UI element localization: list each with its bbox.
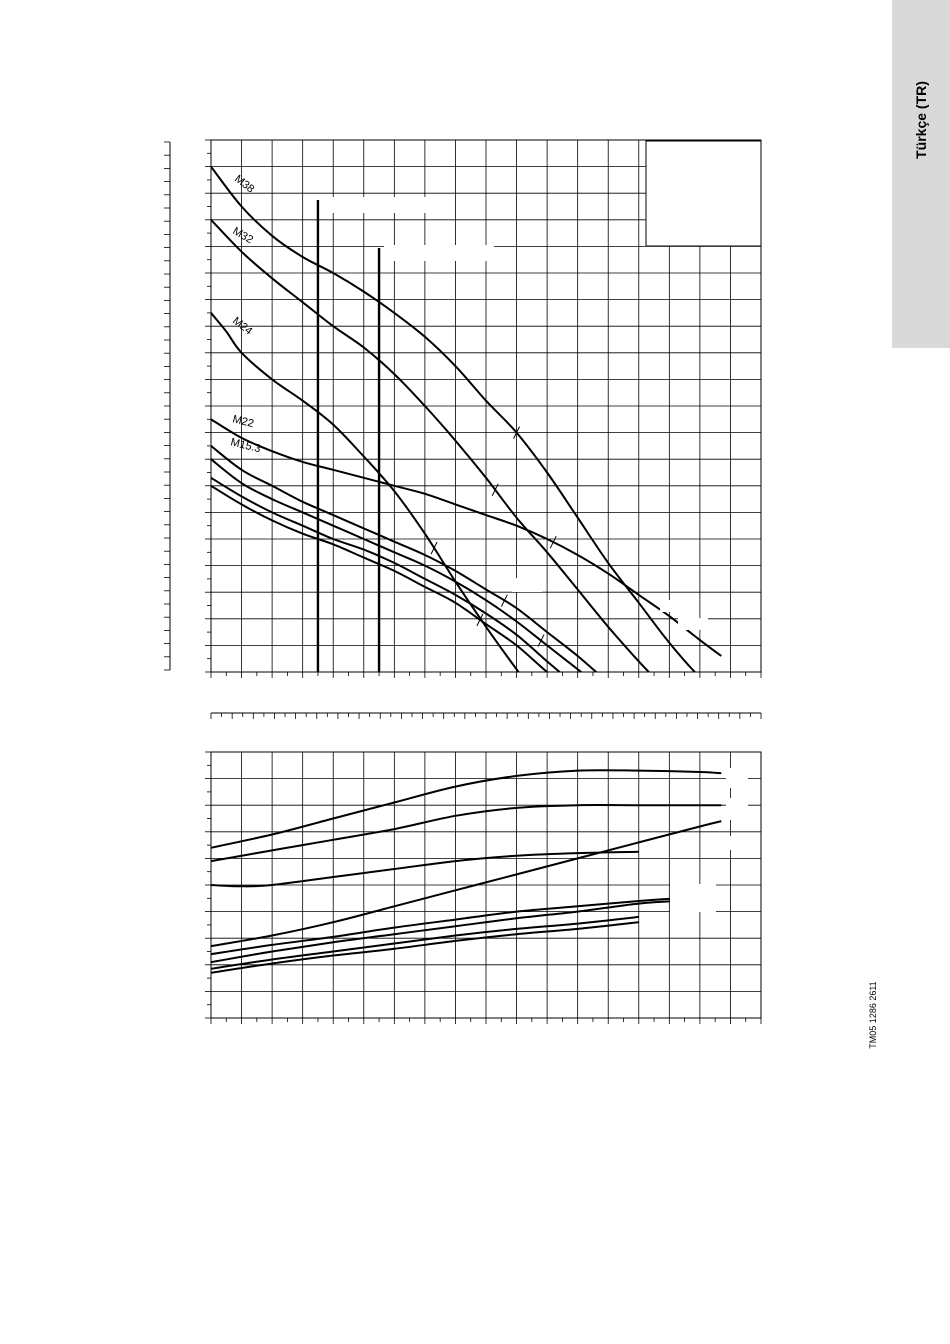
curves-group bbox=[211, 770, 721, 973]
efficiency-tick-mark bbox=[538, 635, 544, 647]
label-area bbox=[726, 798, 748, 820]
series-label: M32 bbox=[230, 225, 256, 247]
label-area bbox=[726, 768, 748, 788]
label-area bbox=[322, 197, 432, 213]
label-area bbox=[384, 245, 494, 261]
efficiency-tick-mark bbox=[584, 692, 590, 704]
series-label: M38 bbox=[232, 172, 257, 196]
label-area bbox=[512, 578, 542, 592]
legend-box bbox=[646, 141, 761, 246]
series-label: M22 bbox=[231, 413, 255, 431]
upper-chart bbox=[164, 140, 761, 802]
middle-scale bbox=[211, 713, 761, 719]
lower-chart bbox=[205, 752, 761, 1024]
curves-group bbox=[211, 167, 721, 803]
label-area bbox=[724, 836, 744, 850]
series-label: M24 bbox=[230, 314, 255, 338]
series-line bbox=[211, 805, 721, 861]
document-code: TM05 1286 2611 bbox=[868, 981, 878, 1049]
label-area bbox=[670, 884, 716, 912]
label-area bbox=[660, 600, 698, 612]
label-area bbox=[678, 618, 708, 630]
series-line bbox=[211, 770, 721, 848]
series-label: M15.3 bbox=[229, 436, 262, 456]
language-tab-label: Türkçe (TR) bbox=[913, 81, 929, 159]
